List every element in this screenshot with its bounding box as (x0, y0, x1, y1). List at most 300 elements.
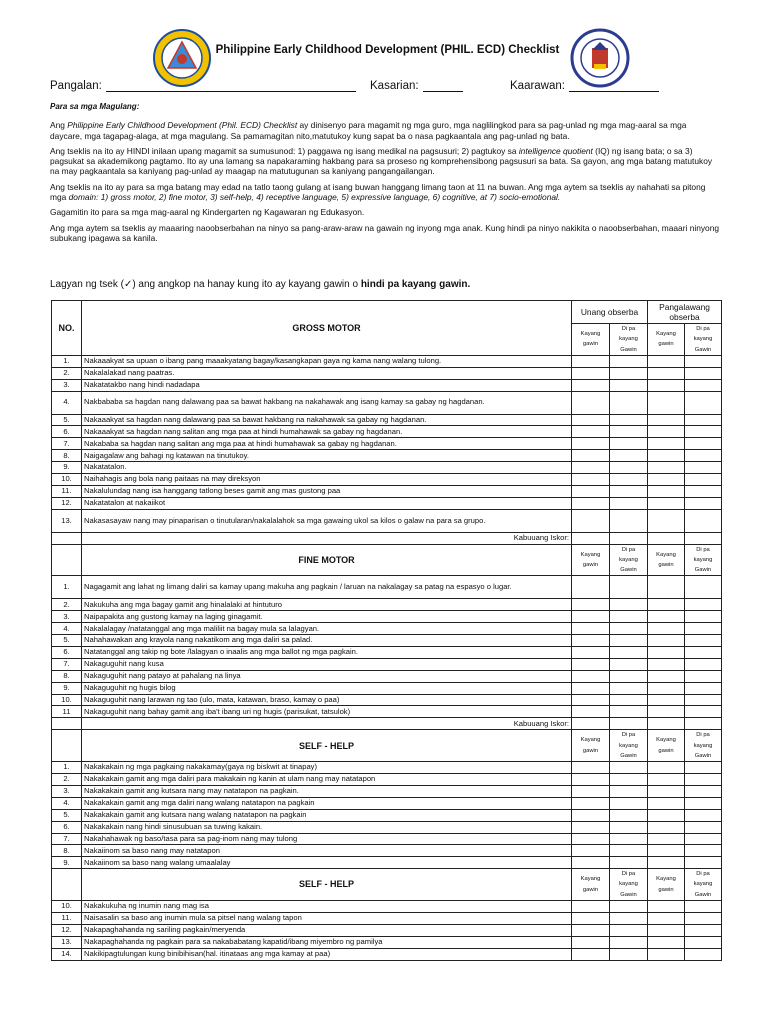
checkbox-cell[interactable] (610, 647, 648, 659)
item-number: 14. (52, 948, 82, 960)
item-number: 11. (52, 912, 82, 924)
checkbox-cell[interactable] (610, 821, 648, 833)
table-row (52, 509, 722, 532)
checkbox-cell[interactable] (572, 948, 610, 960)
intro-text (50, 102, 720, 248)
checkbox-cell[interactable] (572, 785, 610, 797)
checkbox-cell[interactable] (572, 694, 610, 706)
table-row (52, 485, 722, 497)
item-number: 5. (52, 635, 82, 647)
cannot-yet-header: Di pa kayang Gawin (610, 324, 648, 356)
checkbox-cell[interactable] (685, 797, 722, 809)
checkbox-cell[interactable] (610, 391, 648, 414)
checkbox-cell[interactable] (572, 599, 610, 611)
sex-label: Kasarian: (370, 80, 419, 92)
checkbox-cell[interactable] (572, 809, 610, 821)
table-row (52, 762, 722, 774)
table-row (52, 948, 722, 960)
checkbox-cell[interactable] (610, 509, 648, 532)
checkbox-cell[interactable] (685, 833, 722, 845)
item-text: Naipapakita ang gustong kamay na laging ginagamit. (82, 611, 572, 623)
name-field[interactable] (50, 80, 356, 92)
checkbox-cell[interactable] (610, 924, 648, 936)
checkbox-cell[interactable] (648, 438, 685, 450)
checkbox-cell[interactable] (610, 785, 648, 797)
checkbox-cell[interactable] (572, 426, 610, 438)
intro-paragraph-4: Gagamitin ito para sa mga mag-aaral ng Kindergarten ng Kagawaran ng Edukasyon. (50, 207, 365, 218)
checkbox-cell[interactable] (648, 670, 685, 682)
table-row (52, 845, 722, 857)
checkbox-cell[interactable] (648, 706, 685, 718)
item-text: Nakakukuha ng inumin nang mag isa (82, 901, 572, 913)
page-title: Philippine Early Childhood Development (PHIL. ECD) Checklist (215, 44, 560, 56)
intro-paragraph-1: Ang Philippine Early Childhood Development (Phil. ECD) Checklist ay dinisenyo para magamit ng mga guro, mga naglilingkod para sa pag-unlad ng mga mag-aaral sa mga daycare, mga tagapag-alaga, at mga magulang. Sa pamamagitan nito,matutukoy kung sapat ba o nasa pagkaantala ang pag-unlad ng bata. (50, 120, 687, 141)
checkbox-cell[interactable] (685, 682, 722, 694)
item-text: Nakaguguhit nang patayo at pahalang na linya (82, 670, 572, 682)
checkbox-cell[interactable] (610, 355, 648, 367)
checkbox-cell[interactable] (610, 532, 648, 544)
checkbox-cell[interactable] (572, 485, 610, 497)
checkbox-cell[interactable] (685, 857, 722, 869)
checkbox-cell[interactable] (572, 611, 610, 623)
item-number: 3. (52, 611, 82, 623)
checkbox-cell[interactable] (648, 694, 685, 706)
item-number: 13. (52, 936, 82, 948)
checkbox-cell[interactable] (610, 845, 648, 857)
sex-line[interactable] (423, 80, 463, 92)
checkbox-cell[interactable] (685, 774, 722, 786)
checkbox-cell[interactable] (685, 658, 722, 670)
checkbox-cell[interactable] (685, 379, 722, 391)
table-row (52, 912, 722, 924)
checkbox-cell[interactable] (685, 623, 722, 635)
checkbox-cell[interactable] (610, 576, 648, 599)
checkbox-cell[interactable] (610, 774, 648, 786)
checkbox-cell[interactable] (648, 623, 685, 635)
table-row (52, 797, 722, 809)
table-row (52, 785, 722, 797)
checkbox-cell[interactable] (572, 450, 610, 462)
cannot-yet-header: Di pa kayang Gawin (685, 730, 722, 762)
checkbox-cell[interactable] (685, 635, 722, 647)
item-number: 6. (52, 821, 82, 833)
table-row (52, 599, 722, 611)
item-text: Nakukuha ang mga bagay gamit ang hinalalaki at hintuturo (82, 599, 572, 611)
checkbox-cell[interactable] (648, 785, 685, 797)
checkbox-cell[interactable] (648, 379, 685, 391)
can-do-header: Kayang gawin (572, 869, 610, 901)
table-row (52, 821, 722, 833)
checkbox-cell[interactable] (648, 821, 685, 833)
second-observation-header: Pangalawang obserba (648, 301, 722, 324)
item-number: 9. (52, 682, 82, 694)
checkbox-cell[interactable] (685, 845, 722, 857)
checkbox-cell[interactable] (572, 462, 610, 474)
table-row (52, 367, 722, 379)
checkbox-cell[interactable] (572, 509, 610, 532)
checkbox-cell[interactable] (685, 438, 722, 450)
greeting: Para sa mga Magulang: (50, 102, 140, 111)
item-number: 1. (52, 355, 82, 367)
item-number: 9. (52, 857, 82, 869)
item-number: 7. (52, 438, 82, 450)
item-text: Nakakakain ng mga pagkaing nakakamay(gaya ng biskwit at tinapay) (82, 762, 572, 774)
checkbox-cell[interactable] (685, 647, 722, 659)
item-number: 8. (52, 670, 82, 682)
checkbox-cell[interactable] (610, 635, 648, 647)
checkbox-cell[interactable] (572, 670, 610, 682)
table-row (52, 611, 722, 623)
checkbox-cell[interactable] (572, 762, 610, 774)
table-row (52, 623, 722, 635)
checkbox-cell[interactable] (685, 391, 722, 414)
checkbox-cell[interactable] (610, 367, 648, 379)
table-row (52, 658, 722, 670)
can-do-header: Kayang gawin (572, 730, 610, 762)
checkbox-cell[interactable] (648, 367, 685, 379)
checkbox-cell[interactable] (610, 762, 648, 774)
checkbox-cell[interactable] (648, 682, 685, 694)
checkbox-cell[interactable] (648, 924, 685, 936)
item-number: 4. (52, 797, 82, 809)
checkbox-cell[interactable] (685, 367, 722, 379)
checkbox-cell[interactable] (685, 912, 722, 924)
item-number: 3. (52, 785, 82, 797)
checkbox-cell[interactable] (572, 367, 610, 379)
checkbox-cell[interactable] (685, 821, 722, 833)
item-text: Naisasalin sa baso ang inumin mula sa pitsel nang walang tapon (82, 912, 572, 924)
item-text: Nakapaghahanda ng pagkain para sa nakababatang kapatid/ibang miyembro ng pamilya (82, 936, 572, 948)
checkbox-cell[interactable] (572, 576, 610, 599)
checkbox-cell[interactable] (572, 833, 610, 845)
checkbox-cell[interactable] (648, 845, 685, 857)
checkbox-cell[interactable] (610, 450, 648, 462)
item-text: Nakalulundag nang isa hanggang tatlong beses gamit ang mas gustong paa (82, 485, 572, 497)
checkbox-cell[interactable] (648, 809, 685, 821)
item-text: Nakakakain gamit ang kutsara nang may natatapon na pagkain. (82, 785, 572, 797)
can-do-header: Kayang gawin (648, 324, 685, 356)
checkbox-cell[interactable] (648, 647, 685, 659)
checkbox-cell[interactable] (610, 611, 648, 623)
checkbox-cell[interactable] (685, 497, 722, 509)
table-row (52, 774, 722, 786)
checkbox-cell[interactable] (685, 694, 722, 706)
item-number: 10. (52, 474, 82, 486)
sex-field[interactable] (370, 80, 463, 92)
item-text: Nakakakain gamit ang kutsara nang walang natatapon na pagkain (82, 809, 572, 821)
checkbox-cell[interactable] (610, 797, 648, 809)
checkbox-cell[interactable] (610, 497, 648, 509)
item-text: Nakakakain gamit ang mga daliri para makakain ng kanin at ulam nang may natatapon (82, 774, 572, 786)
checkbox-cell[interactable] (572, 355, 610, 367)
item-number: 6. (52, 426, 82, 438)
checkbox-cell[interactable] (610, 670, 648, 682)
checkbox-cell[interactable] (685, 611, 722, 623)
checkbox-cell[interactable] (610, 485, 648, 497)
checkbox-cell[interactable] (572, 635, 610, 647)
checkbox-cell[interactable] (572, 391, 610, 414)
checkbox-cell[interactable] (648, 426, 685, 438)
blank-cell (52, 869, 82, 901)
checkbox-cell[interactable] (648, 948, 685, 960)
checkbox-cell[interactable] (610, 912, 648, 924)
blank-cell (52, 544, 82, 576)
birthday-line[interactable] (569, 80, 659, 92)
checkbox-cell[interactable] (610, 857, 648, 869)
table-row (52, 694, 722, 706)
table-row (52, 647, 722, 659)
checkbox-cell[interactable] (685, 901, 722, 913)
blank-cell (52, 718, 82, 730)
item-number: 7. (52, 833, 82, 845)
checkbox-cell[interactable] (648, 797, 685, 809)
checkbox-cell[interactable] (685, 936, 722, 948)
checkbox-cell[interactable] (572, 706, 610, 718)
item-text: Nakatatakbo nang hindi nadadapa (82, 379, 572, 391)
item-number: 1. (52, 762, 82, 774)
checkbox-cell[interactable] (648, 774, 685, 786)
checkbox-cell[interactable] (648, 635, 685, 647)
page-header (0, 28, 768, 88)
checkbox-cell[interactable] (572, 658, 610, 670)
item-text: Nakaguguhit nang kusa (82, 658, 572, 670)
item-number: 12. (52, 924, 82, 936)
can-do-header: Kayang gawin (572, 324, 610, 356)
item-text: Nakaguguhit nang bahay gamit ang iba't ibang uri ng hugis (parisukat, tatsulok) (82, 706, 572, 718)
checkbox-cell[interactable] (572, 857, 610, 869)
table-row (52, 450, 722, 462)
checkbox-cell[interactable] (648, 611, 685, 623)
total-row (52, 532, 722, 544)
item-number: 2. (52, 599, 82, 611)
checkbox-cell[interactable] (610, 694, 648, 706)
checkbox-cell[interactable] (572, 774, 610, 786)
checkbox-cell[interactable] (572, 901, 610, 913)
checkbox-cell[interactable] (572, 682, 610, 694)
item-text: Nakapaghahanda ng sariling pagkain/meryenda (82, 924, 572, 936)
table-row (52, 809, 722, 821)
item-number: 5. (52, 414, 82, 426)
checkbox-cell[interactable] (572, 532, 610, 544)
checkbox-cell[interactable] (685, 450, 722, 462)
cannot-yet-header: Di pa kayang Gawin (610, 869, 648, 901)
checkbox-cell[interactable] (572, 497, 610, 509)
deped-seal-logo (570, 28, 630, 88)
checkbox-cell[interactable] (610, 623, 648, 635)
cannot-yet-header: Di pa kayang Gawin (610, 730, 648, 762)
checkbox-cell[interactable] (610, 948, 648, 960)
checkbox-cell[interactable] (648, 857, 685, 869)
checkbox-cell[interactable] (685, 474, 722, 486)
cannot-yet-header: Di pa kayang Gawin (610, 544, 648, 576)
can-do-header: Kayang gawin (648, 730, 685, 762)
checkbox-cell[interactable] (648, 833, 685, 845)
checkbox-cell[interactable] (685, 426, 722, 438)
checkbox-cell[interactable] (648, 718, 685, 730)
checkbox-cell[interactable] (572, 414, 610, 426)
item-number: 4. (52, 623, 82, 635)
cannot-yet-header: Di pa kayang Gawin (685, 544, 722, 576)
checkbox-cell[interactable] (685, 462, 722, 474)
checkbox-cell[interactable] (685, 762, 722, 774)
checkbox-cell[interactable] (648, 912, 685, 924)
item-text: Natatanggal ang takip ng bote /lalagyan o inaalis ang mga ballot ng mga pagkain. (82, 647, 572, 659)
checkbox-cell[interactable] (610, 706, 648, 718)
intro-paragraph-2: Ang tseklis na ito ay HINDI inilaan upang magamit sa sumusunod: 1) paggawa ng isang medikal na pagsusuri; 2) pagtukoy sa intelligence quotient (IQ) ng isang bata; o sa 3) pagsukat sa akademikong pagtamo. Ito ay una lamang sa napakaraming hakbang para sa proseso ng komprehensibong pagsusuri sa bata. Sa gayon, ang mga batang matutukoy na may pagkaantala sa kaniyang pag-unlad ay maagap na matutugunan sa kaniyang pangangailangan. (50, 145, 713, 177)
checkbox-cell[interactable] (648, 462, 685, 474)
table-row (52, 576, 722, 599)
checkbox-cell[interactable] (685, 599, 722, 611)
can-do-header: Kayang gawin (648, 544, 685, 576)
checkbox-cell[interactable] (648, 532, 685, 544)
checkbox-cell[interactable] (572, 647, 610, 659)
checkbox-cell[interactable] (572, 438, 610, 450)
item-number: 5. (52, 809, 82, 821)
checkbox-cell[interactable] (610, 599, 648, 611)
checkbox-cell[interactable] (610, 379, 648, 391)
checkbox-cell[interactable] (685, 924, 722, 936)
item-number: 2. (52, 367, 82, 379)
item-number: 4. (52, 391, 82, 414)
item-number: 7. (52, 658, 82, 670)
checkbox-cell[interactable] (610, 809, 648, 821)
checkbox-cell[interactable] (572, 936, 610, 948)
checkbox-cell[interactable] (648, 355, 685, 367)
item-text: Nakasasayaw nang may pinaparisan o tinutularan/nakalalahok sa mga gawaing ukol sa kilos o galaw na para sa grupo. (82, 509, 572, 532)
item-text: Nakbababa sa hagdan nang dalawang paa sa bawat hakbang na nakahawak ang isang kamay sa gabay ng hagdanan. (82, 391, 572, 414)
item-text: Nakahahawak ng baso/tasa para sa pag-inom nang may tulong (82, 833, 572, 845)
intro-paragraph-5: Ang mga aytem sa tseklis ay maaaring naoobserbahan na ninyo sa pang-araw-araw na gawain ng inyong mga anak. Kung hindi pa ninyo nakikita o naoobserbahan, maaari ninyong subukang ipagawa sa kanila. (50, 222, 720, 243)
can-do-header: Kayang gawin (572, 544, 610, 576)
checkbox-cell[interactable] (648, 936, 685, 948)
checkbox-cell[interactable] (610, 414, 648, 426)
checkbox-cell[interactable] (648, 497, 685, 509)
birthday-field[interactable] (510, 80, 659, 92)
checkbox-cell[interactable] (648, 658, 685, 670)
total-label: Kabuuang Iskor: (82, 532, 572, 544)
no-header: NO. (52, 301, 82, 356)
check-mark-icon: ✓ (123, 279, 133, 290)
checkbox-cell[interactable] (685, 532, 722, 544)
checkbox-cell[interactable] (685, 948, 722, 960)
table-row (52, 414, 722, 426)
item-number: 10. (52, 694, 82, 706)
checkbox-cell[interactable] (572, 379, 610, 391)
checkbox-cell[interactable] (685, 706, 722, 718)
checkbox-cell[interactable] (685, 785, 722, 797)
item-number: 11. (52, 485, 82, 497)
table-row (52, 355, 722, 367)
checkbox-cell[interactable] (685, 576, 722, 599)
checkbox-cell[interactable] (648, 762, 685, 774)
checkbox-cell[interactable] (648, 901, 685, 913)
checkbox-cell[interactable] (572, 845, 610, 857)
first-observation-header: Unang obserba (572, 301, 648, 324)
checklist-table (51, 300, 722, 961)
table-row (52, 497, 722, 509)
checkbox-cell[interactable] (648, 576, 685, 599)
checkbox-cell[interactable] (648, 391, 685, 414)
checkbox-cell[interactable] (572, 623, 610, 635)
checkbox-cell[interactable] (610, 474, 648, 486)
checkbox-cell[interactable] (685, 414, 722, 426)
table-row (52, 857, 722, 869)
checkbox-cell[interactable] (610, 658, 648, 670)
item-text: Naihahagis ang bola nang paitaas na may direksyon (82, 474, 572, 486)
item-text: Nagagamit ang lahat ng limang daliri sa kamay upang makuha ang pagkain / laruan na nakalagay sa patag na espasyo o lugar. (82, 576, 572, 599)
item-text: Nakakakain gamit ang mga daliri nang walang natatapon na pagkain (82, 797, 572, 809)
table-row (52, 635, 722, 647)
checkbox-cell[interactable] (610, 936, 648, 948)
checkbox-cell[interactable] (572, 797, 610, 809)
checkbox-cell[interactable] (648, 474, 685, 486)
item-number: 9. (52, 462, 82, 474)
checkbox-cell[interactable] (572, 474, 610, 486)
cannot-yet-header: Di pa kayang Gawin (685, 324, 722, 356)
table-row (52, 379, 722, 391)
item-text: Nakababa sa hagdan nang salitan ang mga paa at hindi humahawak sa gabay ng hagdanan. (82, 438, 572, 450)
fine-motor-heading: FINE MOTOR (82, 544, 572, 576)
checkbox-cell[interactable] (648, 599, 685, 611)
section-header-row (52, 730, 722, 762)
checkbox-cell[interactable] (685, 718, 722, 730)
item-text: Nakaaakyat sa upuan o ibang pang maaakyatang bagay/kasangkapan gaya ng kama nang walang tulong. (82, 355, 572, 367)
checkbox-cell[interactable] (610, 901, 648, 913)
checkbox-cell[interactable] (685, 485, 722, 497)
table-row (52, 833, 722, 845)
table-row (52, 438, 722, 450)
checkbox-cell[interactable] (648, 509, 685, 532)
checkbox-cell[interactable] (572, 924, 610, 936)
checkbox-cell[interactable] (610, 438, 648, 450)
checkbox-cell[interactable] (685, 355, 722, 367)
table-row (52, 936, 722, 948)
checkbox-cell[interactable] (610, 833, 648, 845)
gross-motor-heading: GROSS MOTOR (82, 301, 572, 356)
item-text: Nakaaakyat sa hagdan nang salitan ang mga paa at hindi humahawak sa gabay ng hagdanan. (82, 426, 572, 438)
school-seal-logo (152, 28, 212, 88)
checkbox-cell[interactable] (572, 912, 610, 924)
item-text: Nakatatalon. (82, 462, 572, 474)
checkbox-cell[interactable] (610, 718, 648, 730)
checkbox-cell[interactable] (685, 809, 722, 821)
blank-cell (52, 532, 82, 544)
checkbox-cell[interactable] (685, 670, 722, 682)
instruction: Lagyan ng tsek (✓) ang angkop na hanay kung ito ay kayang gawin o hindi pa kayang gawin. (50, 279, 471, 290)
checkbox-cell[interactable] (610, 426, 648, 438)
birthday-label: Kaarawan: (510, 80, 565, 92)
item-text: Nakaiinom sa baso nang may natatapon (82, 845, 572, 857)
table-row (52, 924, 722, 936)
intro-paragraph-3: Ang tseklis na ito ay para sa mga batang may edad na tatlo taong gulang at isang buwan hanggang limang taon at 11 na buwan. Ang mga aytem sa tseklis ay nahahati sa pitong mga domain: 1) gross motor, 2) fine motor, 3) self-help, 4) receptive language, 5) expressive language, 6) cognitive, at 7) socio-emotional. (50, 181, 706, 203)
name-line[interactable] (106, 80, 356, 92)
checkbox-cell[interactable] (610, 682, 648, 694)
total-label: Kabuuang Iskor: (82, 718, 572, 730)
checkbox-cell[interactable] (572, 821, 610, 833)
checkbox-cell[interactable] (648, 414, 685, 426)
checkbox-cell[interactable] (648, 450, 685, 462)
checkbox-cell[interactable] (572, 718, 610, 730)
checkbox-cell[interactable] (610, 462, 648, 474)
self-help-2-heading: SELF - HELP (82, 869, 572, 901)
item-text: Nakaguguhit ng hugis bilog (82, 682, 572, 694)
item-number: 2. (52, 774, 82, 786)
checkbox-cell[interactable] (685, 509, 722, 532)
item-text: Nakatatalon at nakaiikot (82, 497, 572, 509)
item-text: Nakikipagtulungan kung binibihisan(hal. itinataas ang mga kamay at paa) (82, 948, 572, 960)
checkbox-cell[interactable] (648, 485, 685, 497)
item-text: Nakaiinom sa baso nang walang umaalalay (82, 857, 572, 869)
